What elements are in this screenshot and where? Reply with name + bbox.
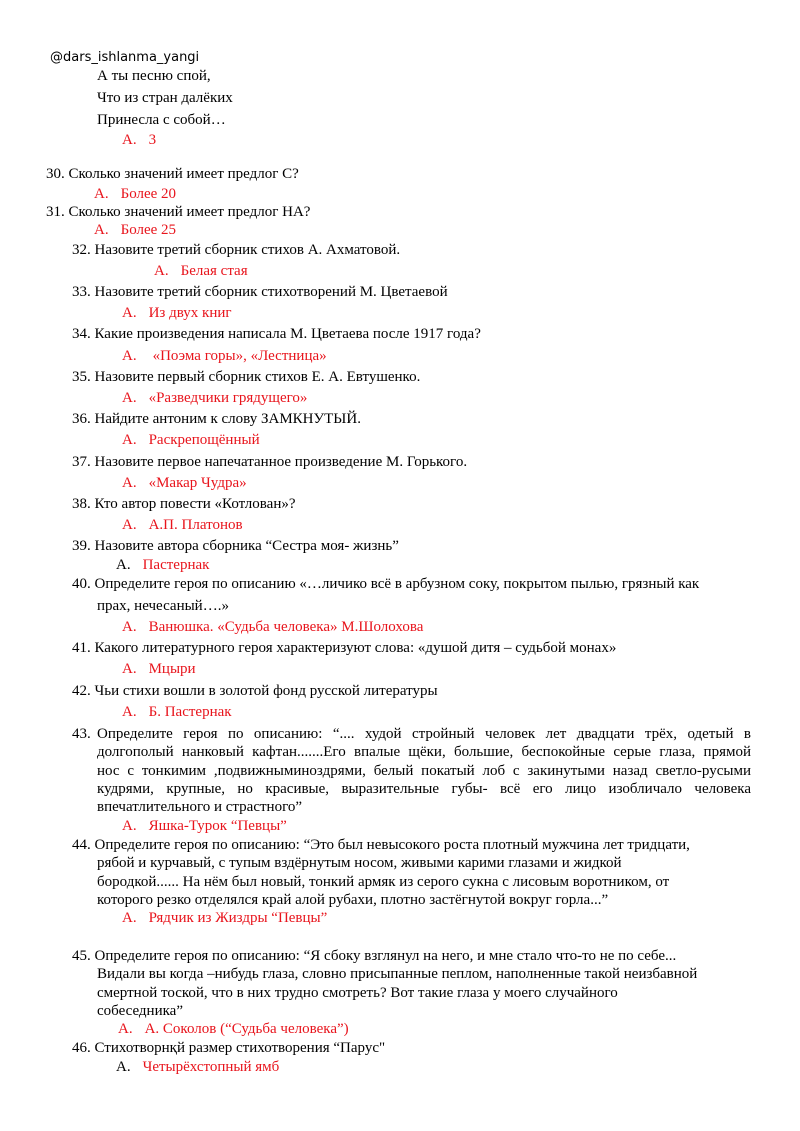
question-45-line: Видали вы когда –нибудь глаза, словно присыпанные пеплом, наполненные такой неизбавной [97, 966, 698, 982]
watermark: @dars_ishlanma_yangi [50, 50, 200, 65]
poem-line: Принесла с собой… [97, 112, 226, 128]
answer-41: A. Мцыри [122, 661, 196, 677]
answer-31: A. Более 25 [94, 222, 177, 238]
answer-42: A. Б. Пастернак [122, 704, 232, 720]
question-43-line: кудрями, крупные, но красивые, выразительные губы- всё его лицо изобличало человека [97, 781, 751, 797]
question-45-line: 45. Определите героя по описанию: “Я сбоку взглянул на него, и мне стало что-то не по себе... [72, 948, 677, 964]
answer-29: A. 3 [122, 132, 157, 148]
question-44-line: бородкой...... На нём был новый, тонкий армяк из серого сукна с лисовым воротником, от [97, 874, 670, 890]
answer-45: A. А. Соколов (“Судьба человека”) [118, 1021, 349, 1037]
answer-38: A. А.П. Платонов [122, 517, 243, 533]
answer-37: A. «Макар Чудра» [122, 475, 247, 491]
question-43-num: 43. [72, 726, 91, 742]
question-42: 42. Чьи стихи вошли в золотой фонд русской литературы [72, 683, 438, 699]
question-45-line: собеседника” [97, 1003, 183, 1019]
answer-34: A. «Поэма горы», «Лестница» [122, 348, 327, 364]
question-46: 46. Стихотворнқй размер стихотворения “Парус" [72, 1040, 386, 1056]
poem-line: Что из стран далёких [97, 90, 233, 106]
question-43-line: нос с тонкимим ,подвижныминоздрями, белый покатый лоб с закинутыми назад светло-русыми [97, 763, 751, 779]
answer-30: A. Более 20 [94, 186, 177, 202]
answer-33: A. Из двух книг [122, 305, 232, 321]
question-34: 34. Какие произведения написала М. Цветаева после 1917 года? [72, 326, 481, 342]
question-30: 30. Сколько значений имеет предлог С? [46, 166, 299, 182]
answer-44: A. Рядчик из Жиздры “Певцы” [122, 910, 328, 926]
question-31: 31. Сколько значений имеет предлог НА? [46, 204, 311, 220]
question-33: 33. Назовите третий сборник стихотворений М. Цветаевой [72, 284, 448, 300]
question-40-line: 40. Определите героя по описанию «…личико всё в арбузном соку, покрытом пылью, грязный как [72, 576, 700, 592]
question-45-line: смертной тоской, что в них трудно смотреть? Вот такие глаза у моего случайного [97, 985, 618, 1001]
question-39: 39. Назовите автора сборника “Сестра моя- жизнь” [72, 538, 399, 554]
answer-36: A. Раскрепощённый [122, 432, 260, 448]
answer-46: A. Четырёхстопный ямб [116, 1059, 280, 1075]
question-44-line: которого резко отделялся край алой рубахи, плотно застёгнутой вокруг горла...” [97, 892, 609, 908]
question-36: 36. Найдите антоним к слову ЗАМКНУТЫЙ. [72, 411, 361, 427]
answer-43: A. Яшка-Турок “Певцы” [122, 818, 287, 834]
question-41: 41. Какого литературного героя характеризуют слова: «душой дитя – судьбой монах» [72, 640, 617, 656]
question-37: 37. Назовите первое напечатанное произведение М. Горького. [72, 454, 468, 470]
question-38: 38. Кто автор повести «Котлован»? [72, 496, 296, 512]
question-43-line: Определите героя по описанию: “.... худой стройный человек лет двадцати трёх, одетый в [97, 726, 751, 742]
question-44-line: 44. Определите героя по описанию: “Это был невысокого роста плотный мужчина лет тридцати, [72, 837, 690, 853]
question-32: 32. Назовите третий сборник стихов А. Ахматовой. [72, 242, 401, 258]
answer-32: A. Белая стая [154, 263, 248, 279]
question-43-line: впечатлительного и страстного” [97, 799, 303, 815]
poem-line: А ты песню спой, [97, 68, 211, 84]
answer-40: A. Ванюшка. «Судьба человека» М.Шолохова [122, 619, 424, 635]
question-43-line: долгополый нанковый кафтан.......Его впалые щёки, большие, беспокойные серые глаза, прямой [97, 744, 751, 760]
answer-35: A. «Разведчики грядущего» [122, 390, 308, 406]
question-40-line: прах, нечесаный….» [97, 598, 229, 614]
question-44-line: рябой и курчавый, с тупым вздёрнутым носом, живыми карими глазами и жидкой [97, 855, 622, 871]
answer-39: A. Пастернак [116, 557, 210, 573]
question-35: 35. Назовите первый сборник стихов Е. А. Евтушенко. [72, 369, 421, 385]
